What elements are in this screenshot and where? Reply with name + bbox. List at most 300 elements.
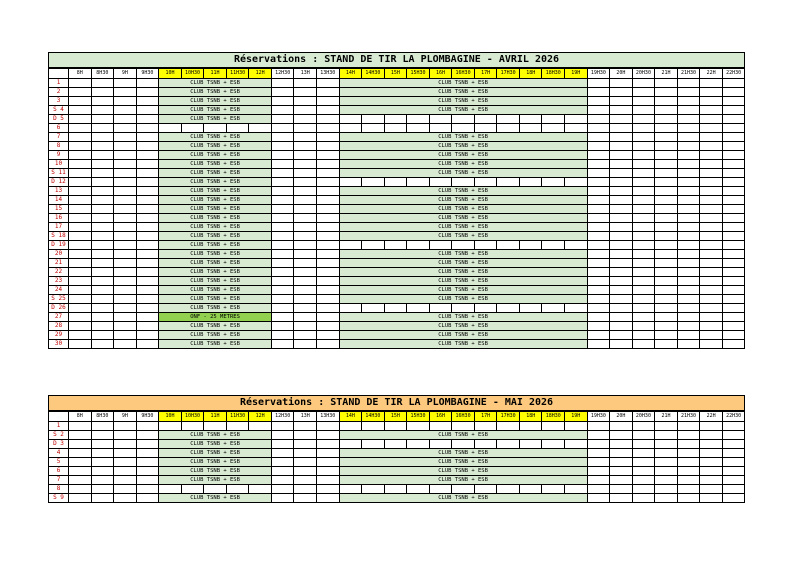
hour-header-cell: 13H: [294, 69, 317, 79]
morning-reservation: CLUB TSNB + ESB: [159, 160, 272, 169]
day-label: 24: [49, 286, 69, 295]
empty-slot: [632, 241, 655, 250]
empty-slot: [114, 440, 137, 449]
empty-slot: [519, 422, 542, 431]
empty-slot: [114, 214, 137, 223]
empty-slot: [114, 106, 137, 115]
empty-slot: [407, 422, 430, 431]
empty-slot: [610, 286, 633, 295]
empty-slot: [700, 106, 723, 115]
empty-slot: [677, 88, 700, 97]
empty-slot: [317, 494, 340, 503]
empty-slot: [677, 232, 700, 241]
empty-slot: [407, 241, 430, 250]
empty-slot: [610, 331, 633, 340]
empty-slot: [700, 223, 723, 232]
empty-slot: [632, 79, 655, 88]
empty-slot: [700, 241, 723, 250]
empty-slot: [700, 88, 723, 97]
empty-slot: [91, 214, 114, 223]
empty-slot: [565, 115, 588, 124]
empty-slot: [317, 97, 340, 106]
empty-slot: [136, 458, 159, 467]
empty-slot: [271, 268, 294, 277]
empty-slot: [565, 422, 588, 431]
day-row: [49, 151, 745, 160]
empty-slot: [362, 440, 385, 449]
empty-slot: [677, 79, 700, 88]
empty-slot: [317, 304, 340, 313]
empty-slot: [610, 295, 633, 304]
empty-slot: [700, 467, 723, 476]
empty-slot: [722, 169, 745, 178]
empty-slot: [136, 259, 159, 268]
empty-slot: [226, 485, 249, 494]
empty-slot: [497, 422, 520, 431]
empty-slot: [226, 124, 249, 133]
empty-slot: [69, 232, 92, 241]
day-row: [49, 485, 745, 494]
empty-slot: [69, 115, 92, 124]
empty-slot: [69, 142, 92, 151]
day-row: [49, 79, 745, 88]
empty-slot: [700, 169, 723, 178]
empty-slot: [429, 241, 452, 250]
empty-slot: [722, 295, 745, 304]
empty-slot: [136, 106, 159, 115]
empty-slot: [632, 259, 655, 268]
empty-slot: [519, 178, 542, 187]
empty-slot: [271, 79, 294, 88]
hour-header-cell: 10H: [159, 412, 182, 422]
empty-slot: [91, 169, 114, 178]
empty-slot: [91, 79, 114, 88]
afternoon-reservation: CLUB TSNB + ESB: [339, 431, 587, 440]
empty-slot: [91, 331, 114, 340]
empty-slot: [69, 205, 92, 214]
empty-slot: [677, 214, 700, 223]
empty-slot: [294, 322, 317, 331]
day-label: 5: [49, 458, 69, 467]
empty-slot: [610, 431, 633, 440]
hour-header-cell: 17H: [474, 412, 497, 422]
empty-slot: [542, 241, 565, 250]
empty-slot: [700, 196, 723, 205]
hour-header-cell: 22H30: [722, 412, 745, 422]
day-row: [49, 331, 745, 340]
empty-slot: [69, 259, 92, 268]
afternoon-reservation: CLUB TSNB + ESB: [339, 277, 587, 286]
empty-slot: [271, 223, 294, 232]
empty-slot: [204, 485, 227, 494]
empty-slot: [271, 142, 294, 151]
empty-slot: [69, 250, 92, 259]
empty-slot: [610, 449, 633, 458]
empty-slot: [136, 214, 159, 223]
empty-slot: [565, 440, 588, 449]
empty-slot: [136, 467, 159, 476]
empty-slot: [587, 205, 610, 214]
empty-slot: [91, 494, 114, 503]
empty-slot: [159, 422, 182, 431]
empty-slot: [317, 449, 340, 458]
day-label: 1: [49, 79, 69, 88]
empty-slot: [632, 97, 655, 106]
empty-slot: [362, 422, 385, 431]
empty-slot: [317, 205, 340, 214]
empty-slot: [587, 178, 610, 187]
empty-slot: [181, 124, 204, 133]
empty-slot: [114, 494, 137, 503]
day-row: [49, 160, 745, 169]
empty-slot: [271, 476, 294, 485]
empty-slot: [69, 241, 92, 250]
empty-slot: [700, 214, 723, 223]
hour-header-cell: 14H30: [362, 69, 385, 79]
empty-slot: [317, 223, 340, 232]
day-row: [49, 494, 745, 503]
empty-slot: [114, 160, 137, 169]
empty-slot: [136, 304, 159, 313]
empty-slot: [587, 133, 610, 142]
morning-reservation: CLUB TSNB + ESB: [159, 250, 272, 259]
empty-slot: [407, 124, 430, 133]
empty-slot: [610, 268, 633, 277]
empty-slot: [655, 295, 678, 304]
empty-slot: [587, 322, 610, 331]
empty-slot: [655, 331, 678, 340]
empty-slot: [69, 178, 92, 187]
empty-slot: [91, 124, 114, 133]
empty-slot: [384, 422, 407, 431]
morning-reservation: CLUB TSNB + ESB: [159, 458, 272, 467]
afternoon-reservation: CLUB TSNB + ESB: [339, 322, 587, 331]
empty-slot: [114, 485, 137, 494]
hour-header-cell: 8H: [69, 69, 92, 79]
day-row: [49, 196, 745, 205]
empty-slot: [294, 196, 317, 205]
day-row: [49, 187, 745, 196]
empty-slot: [317, 485, 340, 494]
empty-slot: [271, 286, 294, 295]
morning-reservation: CLUB TSNB + ESB: [159, 133, 272, 142]
morning-reservation: CLUB TSNB + ESB: [159, 88, 272, 97]
empty-slot: [677, 422, 700, 431]
empty-slot: [69, 422, 92, 431]
empty-slot: [271, 331, 294, 340]
empty-slot: [700, 340, 723, 349]
hour-header-cell: 21H: [655, 69, 678, 79]
empty-slot: [362, 115, 385, 124]
hour-header-cell: 8H: [69, 412, 92, 422]
empty-slot: [249, 422, 272, 431]
morning-reservation: CLUB TSNB + ESB: [159, 467, 272, 476]
empty-slot: [136, 295, 159, 304]
empty-slot: [677, 494, 700, 503]
empty-slot: [294, 340, 317, 349]
empty-slot: [655, 322, 678, 331]
empty-slot: [294, 440, 317, 449]
empty-slot: [610, 304, 633, 313]
empty-slot: [91, 88, 114, 97]
empty-slot: [91, 196, 114, 205]
empty-slot: [610, 232, 633, 241]
day-row: [49, 476, 745, 485]
empty-slot: [91, 340, 114, 349]
empty-slot: [317, 331, 340, 340]
empty-slot: [655, 79, 678, 88]
empty-slot: [587, 169, 610, 178]
empty-slot: [91, 160, 114, 169]
empty-slot: [677, 142, 700, 151]
empty-slot: [610, 440, 633, 449]
empty-slot: [69, 223, 92, 232]
empty-slot: [294, 124, 317, 133]
empty-slot: [204, 422, 227, 431]
empty-slot: [722, 277, 745, 286]
empty-slot: [429, 115, 452, 124]
empty-slot: [610, 106, 633, 115]
empty-slot: [610, 169, 633, 178]
empty-slot: [700, 440, 723, 449]
morning-reservation: CLUB TSNB + ESB: [159, 169, 272, 178]
empty-slot: [565, 124, 588, 133]
empty-slot: [294, 160, 317, 169]
empty-slot: [474, 178, 497, 187]
day-label: 20: [49, 250, 69, 259]
empty-slot: [114, 295, 137, 304]
empty-slot: [136, 142, 159, 151]
empty-slot: [271, 106, 294, 115]
empty-slot: [587, 286, 610, 295]
day-label: 6: [49, 467, 69, 476]
empty-slot: [271, 322, 294, 331]
empty-slot: [610, 160, 633, 169]
day-label: 23: [49, 277, 69, 286]
april-reservation-sheet: [48, 52, 745, 349]
day-label: 14: [49, 196, 69, 205]
empty-slot: [407, 178, 430, 187]
empty-slot: [677, 250, 700, 259]
empty-slot: [114, 250, 137, 259]
empty-slot: [722, 467, 745, 476]
empty-slot: [677, 331, 700, 340]
empty-slot: [114, 449, 137, 458]
empty-slot: [565, 178, 588, 187]
empty-slot: [655, 304, 678, 313]
empty-slot: [91, 106, 114, 115]
afternoon-reservation: CLUB TSNB + ESB: [339, 476, 587, 485]
empty-slot: [722, 88, 745, 97]
empty-slot: [114, 232, 137, 241]
day-row: [49, 304, 745, 313]
morning-reservation: CLUB TSNB + ESB: [159, 322, 272, 331]
empty-slot: [271, 259, 294, 268]
empty-slot: [722, 458, 745, 467]
empty-slot: [429, 422, 452, 431]
hour-header-cell: 11H30: [226, 69, 249, 79]
empty-slot: [271, 232, 294, 241]
hour-header-cell: 10H30: [181, 69, 204, 79]
empty-slot: [114, 313, 137, 322]
empty-slot: [632, 295, 655, 304]
empty-slot: [271, 458, 294, 467]
empty-slot: [655, 124, 678, 133]
empty-slot: [294, 449, 317, 458]
day-row: [49, 277, 745, 286]
empty-slot: [317, 259, 340, 268]
empty-slot: [700, 277, 723, 286]
empty-slot: [271, 178, 294, 187]
empty-slot: [452, 241, 475, 250]
morning-reservation: CLUB TSNB + ESB: [159, 431, 272, 440]
hour-header-cell: 13H30: [317, 69, 340, 79]
empty-slot: [294, 268, 317, 277]
empty-slot: [497, 178, 520, 187]
empty-slot: [722, 422, 745, 431]
empty-slot: [317, 187, 340, 196]
hour-header-cell: 10H30: [181, 412, 204, 422]
empty-slot: [700, 476, 723, 485]
empty-slot: [519, 115, 542, 124]
april-grid: [48, 68, 745, 349]
empty-slot: [317, 268, 340, 277]
empty-slot: [655, 187, 678, 196]
empty-slot: [677, 178, 700, 187]
empty-slot: [722, 79, 745, 88]
day-label: 21: [49, 259, 69, 268]
empty-slot: [632, 133, 655, 142]
morning-reservation: CLUB TSNB + ESB: [159, 205, 272, 214]
empty-slot: [91, 304, 114, 313]
empty-slot: [294, 241, 317, 250]
empty-slot: [271, 196, 294, 205]
empty-slot: [677, 313, 700, 322]
hour-header-cell: 15H: [384, 69, 407, 79]
empty-slot: [452, 124, 475, 133]
hour-header-cell: 21H30: [677, 412, 700, 422]
empty-slot: [69, 485, 92, 494]
empty-slot: [497, 124, 520, 133]
april-title: Réservations : STAND DE TIR LA PLOMBAGINE - AVRIL 2026: [48, 52, 745, 68]
empty-slot: [114, 124, 137, 133]
empty-slot: [610, 250, 633, 259]
empty-slot: [114, 115, 137, 124]
empty-slot: [114, 142, 137, 151]
empty-slot: [159, 485, 182, 494]
hour-header-cell: 12H: [249, 412, 272, 422]
hour-header-cell: 18H30: [542, 69, 565, 79]
morning-reservation: CLUB TSNB + ESB: [159, 295, 272, 304]
empty-slot: [722, 259, 745, 268]
empty-slot: [655, 340, 678, 349]
empty-slot: [587, 151, 610, 160]
day-row: [49, 458, 745, 467]
morning-reservation: CLUB TSNB + ESB: [159, 268, 272, 277]
empty-slot: [587, 250, 610, 259]
empty-slot: [91, 458, 114, 467]
empty-slot: [587, 223, 610, 232]
empty-slot: [722, 268, 745, 277]
hour-header-cell: 16H30: [452, 69, 475, 79]
empty-slot: [700, 178, 723, 187]
empty-slot: [519, 304, 542, 313]
empty-slot: [69, 476, 92, 485]
empty-slot: [722, 485, 745, 494]
day-label: 6: [49, 124, 69, 133]
empty-slot: [294, 467, 317, 476]
empty-slot: [632, 440, 655, 449]
empty-slot: [339, 422, 362, 431]
day-row: [49, 422, 745, 431]
empty-slot: [632, 331, 655, 340]
empty-slot: [722, 440, 745, 449]
day-row: [49, 340, 745, 349]
empty-slot: [294, 313, 317, 322]
empty-slot: [114, 79, 137, 88]
empty-slot: [587, 187, 610, 196]
empty-slot: [632, 277, 655, 286]
empty-slot: [610, 205, 633, 214]
empty-slot: [610, 322, 633, 331]
empty-slot: [655, 250, 678, 259]
empty-slot: [362, 241, 385, 250]
empty-slot: [114, 151, 137, 160]
hour-header-cell: 19H30: [587, 412, 610, 422]
empty-slot: [519, 440, 542, 449]
empty-slot: [655, 214, 678, 223]
empty-slot: [610, 196, 633, 205]
empty-slot: [91, 142, 114, 151]
empty-slot: [677, 458, 700, 467]
hour-header-cell: 13H: [294, 412, 317, 422]
empty-slot: [452, 115, 475, 124]
empty-slot: [69, 494, 92, 503]
day-label: D 12: [49, 178, 69, 187]
empty-slot: [204, 124, 227, 133]
empty-slot: [655, 494, 678, 503]
afternoon-reservation: CLUB TSNB + ESB: [339, 232, 587, 241]
empty-slot: [136, 133, 159, 142]
empty-slot: [69, 133, 92, 142]
empty-slot: [69, 106, 92, 115]
empty-slot: [722, 160, 745, 169]
empty-slot: [136, 97, 159, 106]
empty-slot: [294, 277, 317, 286]
empty-slot: [136, 232, 159, 241]
empty-slot: [181, 485, 204, 494]
empty-slot: [610, 124, 633, 133]
hour-header-cell: 9H: [114, 412, 137, 422]
empty-slot: [632, 214, 655, 223]
empty-slot: [317, 431, 340, 440]
empty-slot: [474, 485, 497, 494]
empty-slot: [677, 241, 700, 250]
day-label: S 25: [49, 295, 69, 304]
empty-slot: [114, 97, 137, 106]
empty-slot: [69, 160, 92, 169]
empty-slot: [474, 124, 497, 133]
empty-slot: [114, 169, 137, 178]
empty-slot: [610, 115, 633, 124]
hour-header-cell: 12H30: [271, 412, 294, 422]
empty-slot: [429, 485, 452, 494]
empty-slot: [317, 286, 340, 295]
empty-slot: [722, 205, 745, 214]
empty-slot: [655, 196, 678, 205]
empty-slot: [677, 151, 700, 160]
empty-slot: [632, 286, 655, 295]
